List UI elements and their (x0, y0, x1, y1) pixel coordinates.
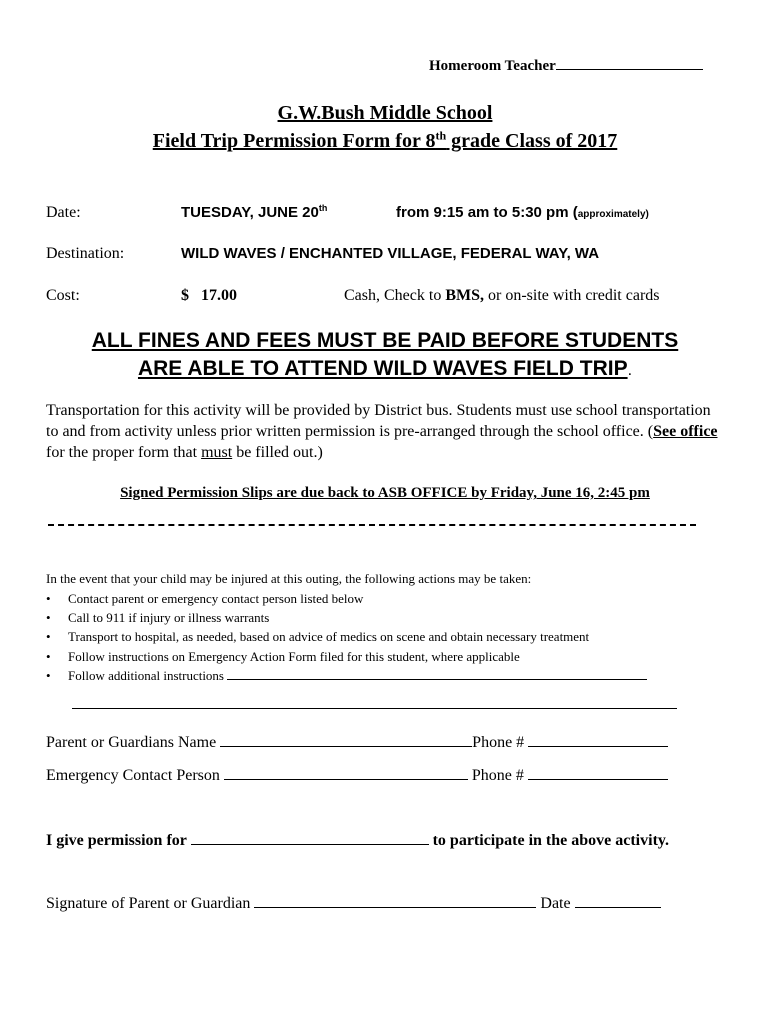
homeroom-teacher-field (429, 55, 703, 75)
parent-name-label: Parent or Guardians Name (46, 734, 221, 751)
emergency-intro: In the event that your child may be injured at this outing, the following actions may be taken: (46, 571, 532, 586)
list-item (46, 627, 647, 646)
list-item (46, 647, 647, 666)
permission-statement (46, 830, 669, 850)
bullet-icon: • (46, 648, 51, 664)
transport-text-3: be filled out.) (232, 444, 323, 461)
bullet-icon: • (46, 667, 51, 683)
list-item (46, 666, 647, 685)
form-title-sup: th (435, 128, 447, 143)
form-title-text-end: grade Class of 2017 (446, 130, 618, 152)
cost-label: Cost: (46, 287, 80, 304)
signature-blank[interactable] (254, 893, 536, 908)
parent-guardian-row (46, 732, 668, 752)
date-value-sup: th (318, 203, 328, 213)
destination-label: Destination: (46, 245, 125, 262)
parent-name-blank[interactable] (220, 732, 472, 747)
must-emphasis: must (201, 444, 233, 461)
time-value (396, 204, 649, 221)
date-label: Date: (46, 204, 81, 221)
time-note: approximately) (577, 209, 649, 220)
action-text: Follow additional instructions (68, 667, 228, 683)
cut-line-divider (48, 524, 696, 526)
payment-methods (344, 287, 660, 305)
additional-instructions-blank[interactable] (227, 668, 647, 680)
see-office: See office (653, 423, 718, 440)
payment-text: Cash, Check to (344, 287, 446, 304)
form-title-text: Field Trip Permission Form for 8 (152, 130, 436, 152)
date-value (181, 204, 327, 221)
date-value-text: TUESDAY, JUNE 20 (181, 204, 319, 221)
additional-instructions-blank-2[interactable] (72, 708, 677, 709)
warning-line-1: ALL FINES AND FEES MUST BE PAID BEFORE STUDENTS (91, 329, 679, 352)
transport-text-2: for the proper form that (46, 444, 202, 461)
payment-text-end: or on-site with credit cards (484, 287, 660, 304)
transport-text: Transportation for this activity will be provided by District bus. Students must use school transportation to and from activity unless prior written permission is pre-arranged through the school office. ( (46, 402, 711, 440)
phone-label-2: Phone # (467, 767, 528, 784)
destination-value: WILD WAVES / ENCHANTED VILLAGE, FEDERAL WAY, WA (181, 245, 600, 262)
time-value-text: from 9:15 am to 5:30 pm ( (396, 204, 578, 221)
due-notice: Signed Permission Slips are due back to ASB OFFICE by Friday, June 16, 2:45 pm (120, 485, 650, 501)
bullet-icon: • (46, 610, 51, 626)
homeroom-teacher-blank[interactable] (556, 55, 703, 70)
form-title (0, 130, 770, 153)
permission-text: I give permission for (46, 832, 191, 849)
action-text: Transport to hospital, as needed, based on advice of medics on scene and obtain necessary treatment (68, 629, 590, 645)
transportation-paragraph (46, 400, 726, 463)
cost-value: $ 17.00 (181, 287, 237, 304)
signature-row (46, 893, 661, 913)
signature-date-label: Date (536, 895, 575, 912)
permission-text-end: to participate in the above activity. (428, 832, 670, 849)
action-text: Contact parent or emergency contact person listed below (68, 591, 364, 606)
emergency-contact-blank[interactable] (224, 765, 468, 780)
bullet-icon: • (46, 591, 51, 606)
warning-line-2: ARE ABLE TO ATTEND WILD WAVES FIELD TRIP (137, 357, 628, 380)
signature-date-blank[interactable] (575, 893, 661, 908)
bullet-icon: • (46, 629, 51, 645)
parent-phone-blank[interactable] (528, 732, 668, 747)
student-name-blank[interactable] (191, 830, 429, 845)
action-text: Follow instructions on Emergency Action Form filed for this student, where applicable (68, 648, 520, 664)
list-item (46, 608, 647, 627)
warning-period: . (627, 362, 633, 379)
emergency-phone-blank[interactable] (528, 765, 668, 780)
fines-warning (0, 327, 770, 385)
payment-bms: BMS, (445, 287, 484, 304)
emergency-actions-list (46, 589, 647, 685)
action-text: Call to 911 if injury or illness warrants (68, 610, 270, 626)
list-item (46, 589, 647, 608)
emergency-contact-row (46, 765, 668, 785)
signature-label: Signature of Parent or Guardian (46, 895, 255, 912)
school-name: G.W.Bush Middle School (277, 102, 493, 124)
emergency-contact-label: Emergency Contact Person (46, 767, 224, 784)
homeroom-teacher-label: Homeroom Teacher (429, 58, 556, 74)
phone-label: Phone # (472, 734, 529, 751)
